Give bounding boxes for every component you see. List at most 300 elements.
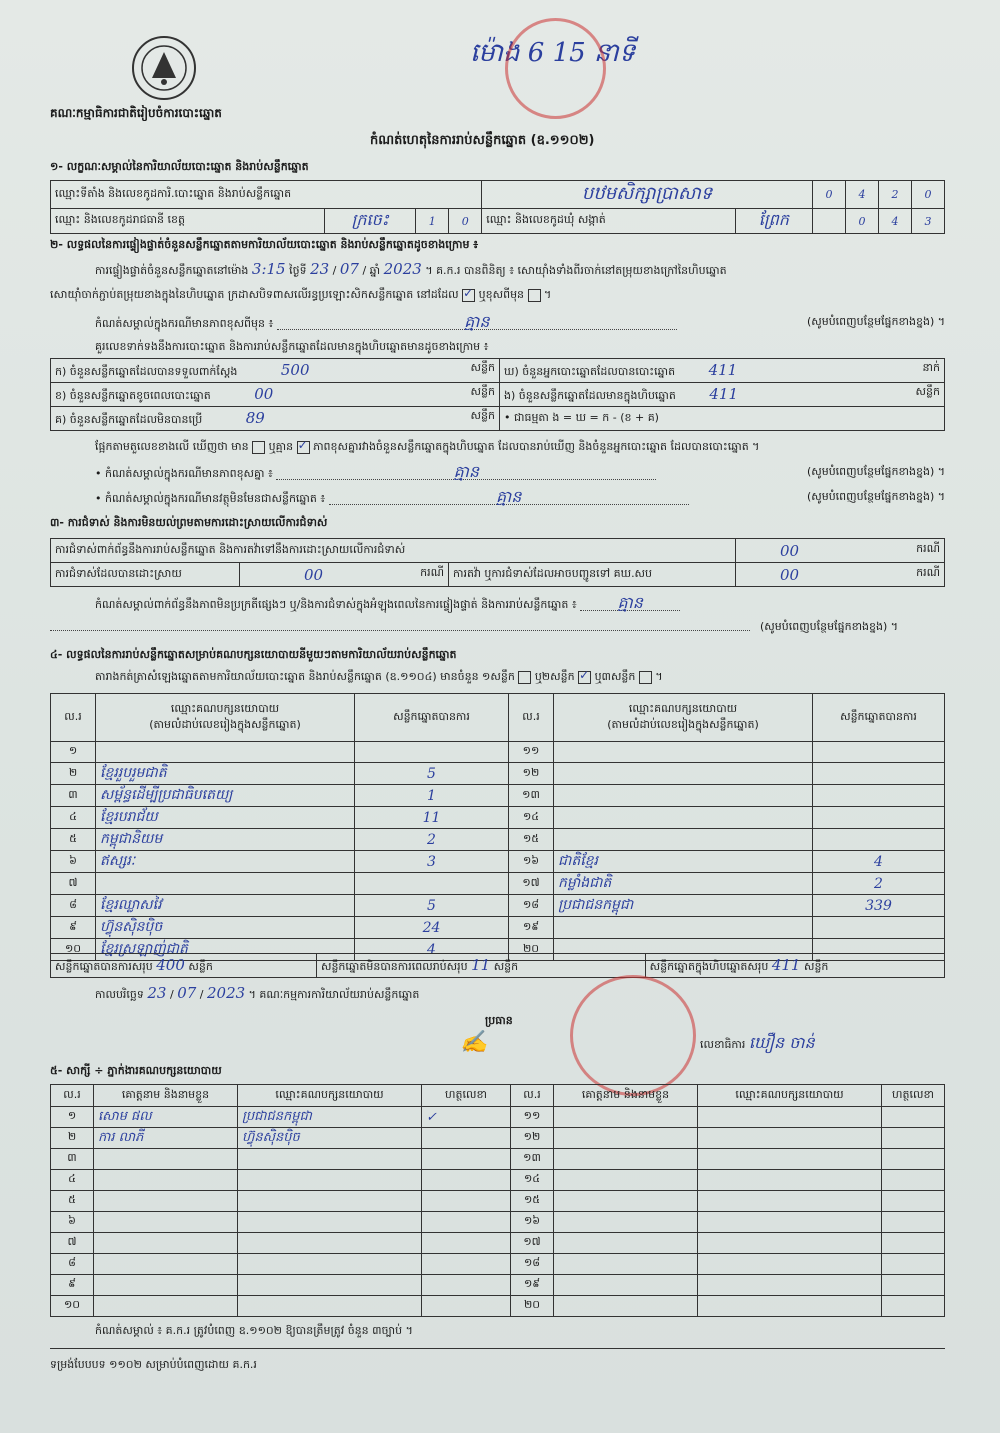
count-value: 00 (254, 384, 274, 403)
row-number: ១៤ (509, 807, 554, 829)
commune-label: ឈ្មោះ និងលេខកូដឃុំ សង្កាត់ (482, 209, 736, 234)
party-name (96, 742, 355, 763)
witness-signature (422, 1275, 511, 1296)
table-row (51, 763, 945, 785)
note-line (95, 312, 945, 331)
section-2-title: ២- លទ្ធផលនៃការផ្ទៀងផ្ទាត់ចំនួនសន្លឹកឆ្នោតតាមការិយាល័យបោះឆ្នោត និងរាប់សន្លឹកឆ្នោតដូចខាងក្រោម ៖ (50, 238, 479, 251)
witness-party (238, 1212, 422, 1233)
valid-total-value: 400 (156, 955, 185, 974)
col-party-title: ឈ្មោះគណបក្សនយោបាយ (628, 701, 738, 715)
count-unit: សន្លឹក (915, 384, 940, 398)
count-value: 89 (245, 408, 265, 427)
party-name (554, 785, 813, 807)
count-row-e (500, 383, 945, 407)
table-row (51, 895, 945, 917)
invalid-total-label: សន្លឹកឆ្នោតមិនបានការពេលរាប់សរុប (320, 959, 468, 973)
witness-signature (882, 1296, 945, 1317)
invalid-total (316, 954, 645, 978)
row-number: ២ (51, 1128, 94, 1149)
section-3-title: ៣- ការជំទាស់ និងការមិនយល់ព្រមតាមការដោះស្រាយលើការជំទាស់ (50, 516, 328, 529)
verification-line-1: ការផ្ទៀងផ្ទាត់ចំនួនសន្លឹកឆ្នោតនៅម៉ោង 3:15 ថ្ងៃទី 23 / 07 / ឆ្នាំ 2023 ។ គ.ក.រ បានពិនិត្យ ៖ សោយ៉ាំងទាំងពីរចាក់នៅតម្រុយខាងក្រៅនៃហិបឆ្នោត (95, 260, 727, 278)
resolved-label: ការជំទាស់ដែលបានដោះស្រាយ (51, 563, 240, 587)
irregularity-value: គ្មាន (580, 596, 680, 611)
party-name (96, 873, 355, 895)
forwarded-cell (736, 563, 945, 587)
witness-party (238, 1275, 422, 1296)
vote-count: 4 (813, 851, 945, 873)
witness-party (698, 1170, 882, 1191)
table-row (51, 742, 945, 763)
count-intro: គួរលេខទាក់ទងនឹងការបោះឆ្នោត និងការរាប់សន្លឹកឆ្នោតដែលមានក្នុងហិបឆ្នោតមានដូចខាងក្រោម ៖ (95, 340, 489, 353)
table-row (51, 873, 945, 895)
vote-count: 2 (813, 873, 945, 895)
witness-name (554, 1128, 698, 1149)
committee-label: ។ គណៈកម្មការការិយាល័យរាប់សន្លឹកឆ្នោត (248, 988, 420, 1001)
count-formula: • ជាធម្មតា ង = ឃ = ក - (ខ + គ) (500, 407, 945, 431)
row-number: ៩ (51, 917, 96, 939)
count-value: 411 (708, 360, 738, 379)
table-row (51, 1128, 945, 1149)
date-day: 23 (147, 984, 167, 1002)
witness-name: ការ លាភី (94, 1128, 238, 1149)
day-label: ថ្ងៃទី (289, 264, 307, 277)
no-difference-checkbox[interactable] (297, 441, 310, 454)
party-name: កម្លាំងជាតិ (554, 873, 813, 895)
tally-sheet-line: តារាងកត់ត្រាសំឡេងឆ្នោតតាមការិយាល័យបោះឆ្នោត និងរាប់សន្លឹកឆ្នោត (ឧ.១១០៤) មានចំនួន ១សន្លឹក ឬ២សន្លឹក ✓ ឬ៣សន្លឹក ។ (95, 670, 663, 684)
party-name (554, 917, 813, 939)
row-number: ៧ (51, 873, 96, 895)
chair-signature: ✍ (460, 1030, 488, 1055)
commune-code-blank (813, 209, 846, 234)
table-row (51, 1254, 945, 1275)
count-row-a (51, 359, 500, 383)
party-name: ជាតិខ្មែរ (554, 851, 813, 873)
table-row (51, 1212, 945, 1233)
row-number: ១ (51, 742, 96, 763)
date-month: 07 (177, 984, 197, 1002)
count-row-c (51, 407, 500, 431)
footer-divider (50, 1348, 945, 1349)
irregularity-note (95, 593, 680, 612)
station-code-digit: 4 (846, 181, 879, 209)
party-name: ខ្មែរឈ្លាសវៃ (96, 895, 355, 917)
col-party-sub: (តាមលំដាប់លេខរៀងក្នុងសន្លឹកឆ្នោត) (607, 717, 759, 731)
bullet-1-value: គ្មាន (276, 465, 656, 480)
col-party-title: ឈ្មោះគណបក្សនយោបាយ (170, 701, 280, 715)
row-number: ១៥ (509, 829, 554, 851)
party-name: ឥស្សរៈ (96, 851, 355, 873)
witness-signature (422, 1254, 511, 1275)
row-number: ១៨ (511, 1254, 554, 1275)
commune-value: ព្រែក (735, 209, 812, 234)
witness-party (238, 1170, 422, 1191)
row-number: ១៩ (511, 1275, 554, 1296)
count-unit: សន្លឹក (470, 408, 495, 422)
station-code-digit: 0 (813, 181, 846, 209)
party-name (554, 742, 813, 763)
date-year: 2023 (206, 984, 246, 1002)
count-value: 500 (280, 360, 310, 379)
col-no: ល.រ (509, 694, 554, 742)
count-label: ង) ចំនួនសន្លឹកឆ្នោតដែលមានក្នុងហិបឆ្នោត (504, 388, 676, 402)
witness-party (698, 1254, 882, 1275)
year-value: 2023 (383, 260, 422, 278)
table-row (51, 1233, 945, 1254)
row-number: ២០ (511, 1296, 554, 1317)
witness-name (94, 1212, 238, 1233)
vote-count (813, 785, 945, 807)
verification-time-label: ការផ្ទៀងផ្ទាត់ចំនួនសន្លឹកឆ្នោតនៅម៉ោង (95, 264, 249, 277)
month-value: 07 (339, 260, 359, 278)
secretary-label: លេខាធិការ (700, 1038, 746, 1051)
party-name (554, 829, 813, 851)
col-party: ឈ្មោះគណបក្សនយោបាយ (698, 1085, 882, 1107)
bullet-2-label: • កំណត់សម្គាល់ក្នុងករណីមានវត្ថុមិនមែនជាសន្លឹកឆ្នោត ៖ (95, 492, 326, 505)
col-votes: សន្លឹកឆ្នោតបានការ (355, 694, 509, 742)
day-value: 23 (310, 260, 330, 278)
province-code-digit: 0 (449, 209, 482, 234)
row-number: ៣ (51, 785, 96, 807)
col-votes: សន្លឹកឆ្នោតបានការ (813, 694, 945, 742)
count-unit: នាក់ (922, 360, 940, 374)
vote-count (813, 742, 945, 763)
witness-signature (882, 1107, 945, 1128)
witness-signature: ✓ (422, 1107, 511, 1128)
col-no: ល.រ (511, 1085, 554, 1107)
witness-name: សោម ផល (94, 1107, 238, 1128)
objection-cell (736, 539, 945, 563)
vote-count (355, 742, 509, 763)
time-handwriting: ម៉ោង 6 15 នាទី (470, 38, 636, 68)
row-number: ១៦ (511, 1212, 554, 1233)
row-number: ២ (51, 763, 96, 785)
row-number: ៦ (51, 1212, 94, 1233)
row-number: ៨ (51, 1254, 94, 1275)
province-code-digit: 1 (416, 209, 449, 234)
table-row (51, 807, 945, 829)
row-number: ១៧ (511, 1233, 554, 1254)
row-number: ១៦ (509, 851, 554, 873)
count-label: ឃ) ចំនួនអ្នកបោះឆ្នោតដែលបានបោះឆ្នោត (504, 364, 676, 378)
witness-signature (422, 1296, 511, 1317)
witness-signature (882, 1275, 945, 1296)
forwarded-unit: ករណី (916, 565, 940, 579)
verification-text: ។ គ.ក.រ បានពិនិត្យ ៖ សោយ៉ាំងទាំងពីរចាក់នៅតម្រុយខាងក្រៅនៃហិបឆ្នោត (425, 264, 727, 277)
col-no: ល.រ (51, 1085, 94, 1107)
col-party-sub: (តាមលំដាប់លេខរៀងក្នុងសន្លឹកឆ្នោត) (149, 717, 301, 731)
forwarded-label: ការតវ៉ា ឬការជំទាស់ដែលអាចបញ្ជូនទៅ គឃ.សប (449, 563, 736, 587)
vote-count (813, 917, 945, 939)
verification-time: 3:15 (251, 260, 286, 278)
witness-party (238, 1191, 422, 1212)
commune-code-digit: 0 (846, 209, 879, 234)
objection-table (50, 538, 945, 587)
col-sign: ហត្ថលេខា (422, 1085, 511, 1107)
section-5-title: ៥- សាក្សី ÷ ភ្នាក់ងារគណបក្សនយោបាយ (50, 1064, 222, 1077)
count-unit: សន្លឹក (470, 360, 495, 374)
witness-signature (422, 1128, 511, 1149)
witness-party: ប្រជាជនកម្ពុជា (238, 1107, 422, 1128)
row-number: ៣ (51, 1149, 94, 1170)
footer-note: កំណត់សម្គាល់ ៖ គ.ក.រ ត្រូវបំពេញ ឧ.១១០២ ឱ្យបានត្រឹមត្រូវ ចំនួន ៣ច្បាប់ ។ (95, 1324, 413, 1337)
row-number: ១២ (509, 763, 554, 785)
section-1-title: ១- លក្ខណៈសម្គាល់នៃការិយាល័យបោះឆ្នោត និងរាប់សន្លឹកឆ្នោត (50, 160, 309, 173)
table-row (51, 851, 945, 873)
box-total-value: 411 (771, 955, 801, 974)
row-number: ១៩ (509, 917, 554, 939)
different-checkbox[interactable] (528, 289, 541, 302)
party-name: ខ្មែរបរាជ័យ (96, 807, 355, 829)
party-name: ហ៊្វុនស៊ិនប៉ិច (96, 917, 355, 939)
vote-count (813, 807, 945, 829)
witness-name (94, 1149, 238, 1170)
witness-signature (882, 1212, 945, 1233)
witness-signature (882, 1233, 945, 1254)
bullet-1-label: • កំណត់សម្គាល់ក្នុងករណីមានភាពខុសគ្នា ៖ (95, 467, 273, 480)
witness-signature (882, 1191, 945, 1212)
invalid-total-value: 11 (471, 955, 491, 974)
secretary-name: ឃឿន ចាន់ (748, 1033, 815, 1052)
col-party: ឈ្មោះគណបក្សនយោបាយ (238, 1085, 422, 1107)
objection-unit: ករណី (916, 541, 940, 555)
results-body (51, 742, 945, 961)
note-hint: (សូមបំពេញបន្ថែមផ្នែកខាងខ្នង) ។ (806, 315, 945, 328)
station-value: បឋមសិក្សាប្រាសាទ (482, 181, 813, 209)
col-no: ល.រ (51, 694, 96, 742)
row-number: ៩ (51, 1275, 94, 1296)
witness-party: ហ៊្វុនស៊ិនប៉ិច (238, 1128, 422, 1149)
row-number: ៤ (51, 1170, 94, 1191)
count-label: ក) ចំនួនសន្លឹកឆ្នោតដែលបានទទួលពាក់ស្តែង (55, 364, 238, 378)
box-total (645, 954, 944, 978)
table-row (51, 1149, 945, 1170)
resolved-unit: ករណី (420, 565, 444, 579)
date-line: កាលបរិច្ឆេទ 23 / 07 / 2023 ។ គណៈកម្មការការិយាល័យរាប់សន្លឹកឆ្នោត (95, 984, 420, 1002)
same-checkbox[interactable] (462, 289, 475, 302)
bullet-1 (95, 462, 945, 481)
witness-name (94, 1296, 238, 1317)
count-value: 411 (709, 384, 739, 403)
row-number: ២០ (509, 939, 554, 961)
station-code-digit: 2 (879, 181, 912, 209)
different-label: ឬខុសពីមុន (478, 288, 525, 301)
witness-name (94, 1275, 238, 1296)
party-name: ខ្មែររួបរួមជាតិ (96, 763, 355, 785)
table-row (51, 917, 945, 939)
has-difference-checkbox[interactable] (252, 441, 265, 454)
objection-value: 00 (780, 541, 800, 560)
witness-name (554, 1296, 698, 1317)
party-name: ខ្មែរស្រឡាញ់ជាតិ (96, 939, 355, 961)
forwarded-value: 00 (780, 565, 800, 584)
row-number: ៦ (51, 851, 96, 873)
witness-name (554, 1191, 698, 1212)
two-sheet-checkbox[interactable] (578, 671, 591, 684)
tally-intro: តារាងកត់ត្រាសំឡេងឆ្នោតតាមការិយាល័យបោះឆ្នោត និងរាប់សន្លឹកឆ្នោត (ឧ.១១០៤) មានចំនួន ១សន្លឹក (95, 670, 515, 683)
witness-body (51, 1107, 945, 1317)
witness-party (698, 1191, 882, 1212)
witness-party (238, 1296, 422, 1317)
row-number: ៧ (51, 1233, 94, 1254)
box-total-label: សន្លឹកឆ្នោតក្នុងហិបឆ្នោតសរុប (649, 959, 769, 973)
witness-party (238, 1233, 422, 1254)
col-party (96, 694, 355, 742)
three-sheet-label: ឬ៣សន្លឹក (594, 670, 636, 683)
commune-code-digit: 4 (879, 209, 912, 234)
witness-name (554, 1149, 698, 1170)
count-unit: សន្លឹក (470, 384, 495, 398)
box-total-unit: សន្លឹក (803, 959, 829, 973)
vote-count: 339 (813, 895, 945, 917)
vote-count: 4 (355, 939, 509, 961)
valid-total (51, 954, 317, 978)
witness-party (238, 1254, 422, 1275)
date-label: កាលបរិច្ឆេទ (95, 988, 144, 1001)
witness-signature (882, 1149, 945, 1170)
vote-count: 5 (355, 763, 509, 785)
vote-count: 24 (355, 917, 509, 939)
count-row-d (500, 359, 945, 383)
station-table (50, 180, 945, 234)
vote-count (813, 829, 945, 851)
vote-count: 2 (355, 829, 509, 851)
form-title: កំណត់ហេតុនៃការរាប់សន្លឹកឆ្នោត (ឧ.១១០២) (370, 133, 595, 148)
valid-total-unit: សន្លឹក (188, 959, 213, 973)
bullet-2-hint: (សូមបំពេញបន្ថែមផ្នែកខាងខ្នង) ។ (806, 490, 945, 503)
one-sheet-checkbox[interactable] (518, 671, 531, 684)
witness-signature (422, 1212, 511, 1233)
party-name (554, 763, 813, 785)
table-row (51, 1170, 945, 1191)
count-row-b (51, 383, 500, 407)
irregularity-hint: (សូមបំពេញបន្ថែមផ្នែកខាងខ្នង) ។ (760, 620, 899, 633)
commune-code-digit: 3 (912, 209, 945, 234)
witness-name (94, 1170, 238, 1191)
chair-label: ប្រធាន (485, 1014, 513, 1027)
witness-party (698, 1107, 882, 1128)
vote-count (355, 873, 509, 895)
bullet-2 (95, 487, 945, 506)
table-row (51, 1275, 945, 1296)
row-number: ៥ (51, 1191, 94, 1212)
vote-count: 5 (355, 895, 509, 917)
invalid-total-unit: សន្លឹក (493, 959, 519, 973)
witness-party (698, 1275, 882, 1296)
vote-count: 3 (355, 851, 509, 873)
three-sheet-checkbox[interactable] (639, 671, 652, 684)
witness-signature (422, 1233, 511, 1254)
party-name: ប្រជាជនកម្ពុជា (554, 895, 813, 917)
bullet-2-value: គ្មាន (329, 490, 689, 505)
witness-party (698, 1212, 882, 1233)
row-number: ១៥ (511, 1191, 554, 1212)
count-table (50, 358, 945, 431)
row-number: ១៤ (511, 1170, 554, 1191)
irregularity-label: កំណត់សម្គាល់ពាក់ព័ន្ធនឹងភាពមិនប្រក្រតីផ្សេងៗ ឬ/និងការជំទាស់ក្នុងអំឡុងពេលនៃការផ្ទៀងផ្ទាត់ និងការរាប់សន្លឹកឆ្នោត ៖ (95, 598, 577, 611)
row-number: ១១ (511, 1107, 554, 1128)
footer-form-id: ទម្រង់បែបបទ ១១០២ សម្រាប់បំពេញដោយ គ.ក.រ (50, 1358, 257, 1371)
col-sign: ហត្ថលេខា (882, 1085, 945, 1107)
row-number: ១៨ (509, 895, 554, 917)
table-row (51, 1191, 945, 1212)
witness-name (554, 1107, 698, 1128)
no-difference-label: ឬគ្មាន (268, 440, 294, 453)
official-stamp-bottom (570, 975, 696, 1096)
witness-party (238, 1149, 422, 1170)
seal-text: សោយ៉ាំចាក់ភ្ជាប់តម្រុយខាងក្នុងនៃហិបឆ្នោត ក្រដាសបិទពាសលើរន្ធប្រឡោះសិកសន្លឹកឆ្នោត នៅដដែល (50, 288, 459, 301)
totals-table (50, 953, 945, 978)
witness-signature (882, 1170, 945, 1191)
dotted-line (50, 618, 750, 631)
row-number: ៤ (51, 807, 96, 829)
party-name: កម្ពុជានិយម (96, 829, 355, 851)
section-4-title: ៤- លទ្ធផលនៃការរាប់សន្លឹកឆ្នោតសម្រាប់គណបក្សនយោបាយនីមួយៗតាមការិយាល័យរាប់សន្លឹកឆ្នោត (50, 648, 457, 661)
party-name: សម្ព័ន្ធដើម្បីប្រជាធិបតេយ្យ (96, 785, 355, 807)
bullet-1-hint: (សូមបំពេញបន្ថែមផ្នែកខាងខ្នង) ។ (806, 465, 945, 478)
witness-name (554, 1233, 698, 1254)
resolved-cell (240, 563, 449, 587)
results-table (50, 693, 945, 961)
col-party (554, 694, 813, 742)
vote-count: 1 (355, 785, 509, 807)
witness-signature (882, 1128, 945, 1149)
compare-line (95, 440, 759, 454)
row-number: ១៣ (511, 1149, 554, 1170)
witness-signature (422, 1149, 511, 1170)
witness-name (554, 1254, 698, 1275)
witness-name (554, 1212, 698, 1233)
row-number: ១ (51, 1107, 94, 1128)
row-number: ១២ (511, 1128, 554, 1149)
note-label: កំណត់សម្គាល់ក្នុងករណីមានភាពខុសពីមុន ៖ (95, 317, 274, 330)
col-name: គោត្តនាម និងនាមខ្លួន (554, 1085, 698, 1107)
verification-line-2: សោយ៉ាំចាក់ភ្ជាប់តម្រុយខាងក្នុងនៃហិបឆ្នោត ក្រដាសបិទពាសលើរន្ធប្រឡោះសិកសន្លឹកឆ្នោត នៅដដែល ✓ ឬខុសពីមុន ។ (50, 288, 551, 302)
witness-name (94, 1191, 238, 1212)
witness-party (698, 1233, 882, 1254)
table-row (51, 1296, 945, 1317)
year-label: ឆ្នាំ (369, 264, 381, 277)
witness-party (698, 1296, 882, 1317)
witness-table (50, 1084, 945, 1317)
emblem-logo (132, 36, 196, 100)
station-label: ឈ្មោះទីតាំង និងលេខកូដការិ.បោះឆ្នោត និងរាប់សន្លឹកឆ្នោត (51, 181, 482, 209)
vote-count (813, 763, 945, 785)
objection-label: ការជំទាស់ពាក់ព័ន្ធនឹងការរាប់សន្លឹកឆ្នោត និងការតវ៉ាទៅនឹងការដោះស្រាយលើការជំទាស់ (51, 539, 736, 563)
row-number: ១៧ (509, 873, 554, 895)
row-number: ១១ (509, 742, 554, 763)
station-code-digit: 0 (912, 181, 945, 209)
two-sheet-label: ឬ២សន្លឹក (534, 670, 575, 683)
col-name: គោត្តនាម និងនាមខ្លួន (94, 1085, 238, 1107)
province-label: ឈ្មោះ និងលេខកូដរាជធានី ខេត្ត (51, 209, 325, 234)
witness-name (94, 1233, 238, 1254)
witness-party (698, 1128, 882, 1149)
witness-name (554, 1170, 698, 1191)
witness-party (698, 1149, 882, 1170)
resolved-value: 00 (304, 565, 324, 584)
row-number: ១០ (51, 1296, 94, 1317)
witness-signature (882, 1254, 945, 1275)
vote-count: 11 (355, 807, 509, 829)
witness-signature (422, 1191, 511, 1212)
row-number: ១០ (51, 939, 96, 961)
witness-signature (422, 1170, 511, 1191)
row-number: ៥ (51, 829, 96, 851)
province-value: ក្រចេះ (325, 209, 416, 234)
table-row (51, 829, 945, 851)
official-stamp-top (505, 18, 606, 119)
row-number: ៨ (51, 895, 96, 917)
